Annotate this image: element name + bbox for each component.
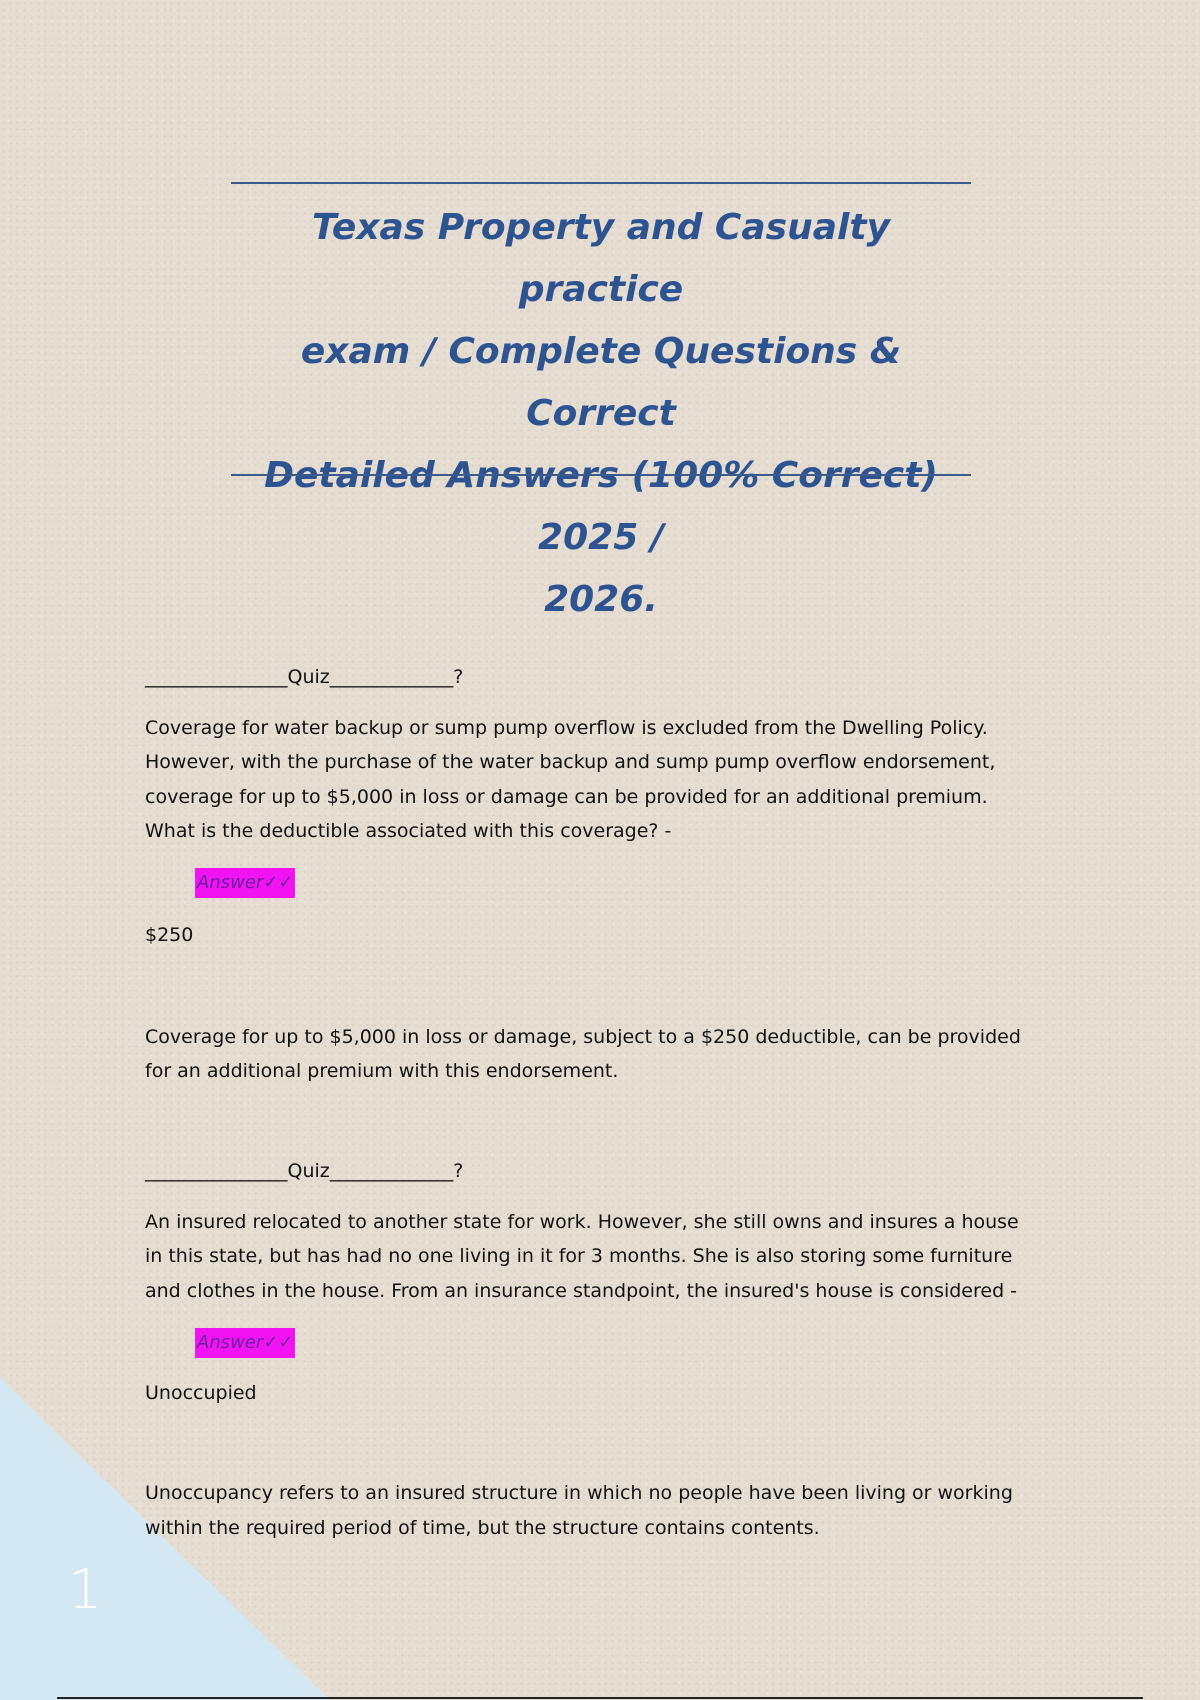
answer-text: $250 — [145, 924, 194, 946]
question-line: in this state, but has had no one living in it for 3 months. She is also storing some furniture — [145, 1245, 1013, 1267]
question-line: and clothes in the house. From an insurance standpoint, the insured's house is considered - — [145, 1280, 1018, 1302]
explanation-line: within the required period of time, but the structure contains contents. — [145, 1517, 820, 1539]
title-line: Texas Property and Casualty practice — [311, 207, 891, 310]
footer-rule — [57, 1697, 1143, 1699]
page-number: 1 — [68, 1558, 103, 1621]
title-top-rule — [231, 182, 971, 184]
quiz-header: _______________Quiz_____________? — [145, 666, 464, 688]
answer-highlight-label: Answer✓✓ — [195, 1328, 295, 1358]
title-line: exam / Complete Questions & Correct — [300, 331, 902, 434]
explanation-line: for an additional premium with this endorsement. — [145, 1060, 619, 1082]
question-line: An insured relocated to another state for work. However, she still owns and insures a house — [145, 1211, 1019, 1233]
answer-text: Unoccupied — [145, 1382, 257, 1404]
title-line: 2026. — [544, 579, 658, 620]
quiz-header: _______________Quiz_____________? — [145, 1160, 464, 1182]
document-title — [225, 197, 977, 631]
title-line: Detailed Answers (100% Correct) 2025 / — [264, 455, 938, 558]
question-line: Coverage for water backup or sump pump overflow is excluded from the Dwelling Policy. — [145, 717, 988, 739]
question-line: However, with the purchase of the water backup and sump pump overflow endorsement, — [145, 751, 996, 773]
explanation-line: Unoccupancy refers to an insured structure in which no people have been living or working — [145, 1482, 1013, 1504]
answer-highlight-label: Answer✓✓ — [195, 868, 295, 898]
title-bottom-rule — [231, 474, 971, 476]
question-line: coverage for up to $5,000 in loss or damage can be provided for an additional premium. — [145, 786, 988, 808]
explanation-line: Coverage for up to $5,000 in loss or damage, subject to a $250 deductible, can be provided — [145, 1026, 1021, 1048]
question-line: What is the deductible associated with this coverage? - — [145, 820, 672, 842]
